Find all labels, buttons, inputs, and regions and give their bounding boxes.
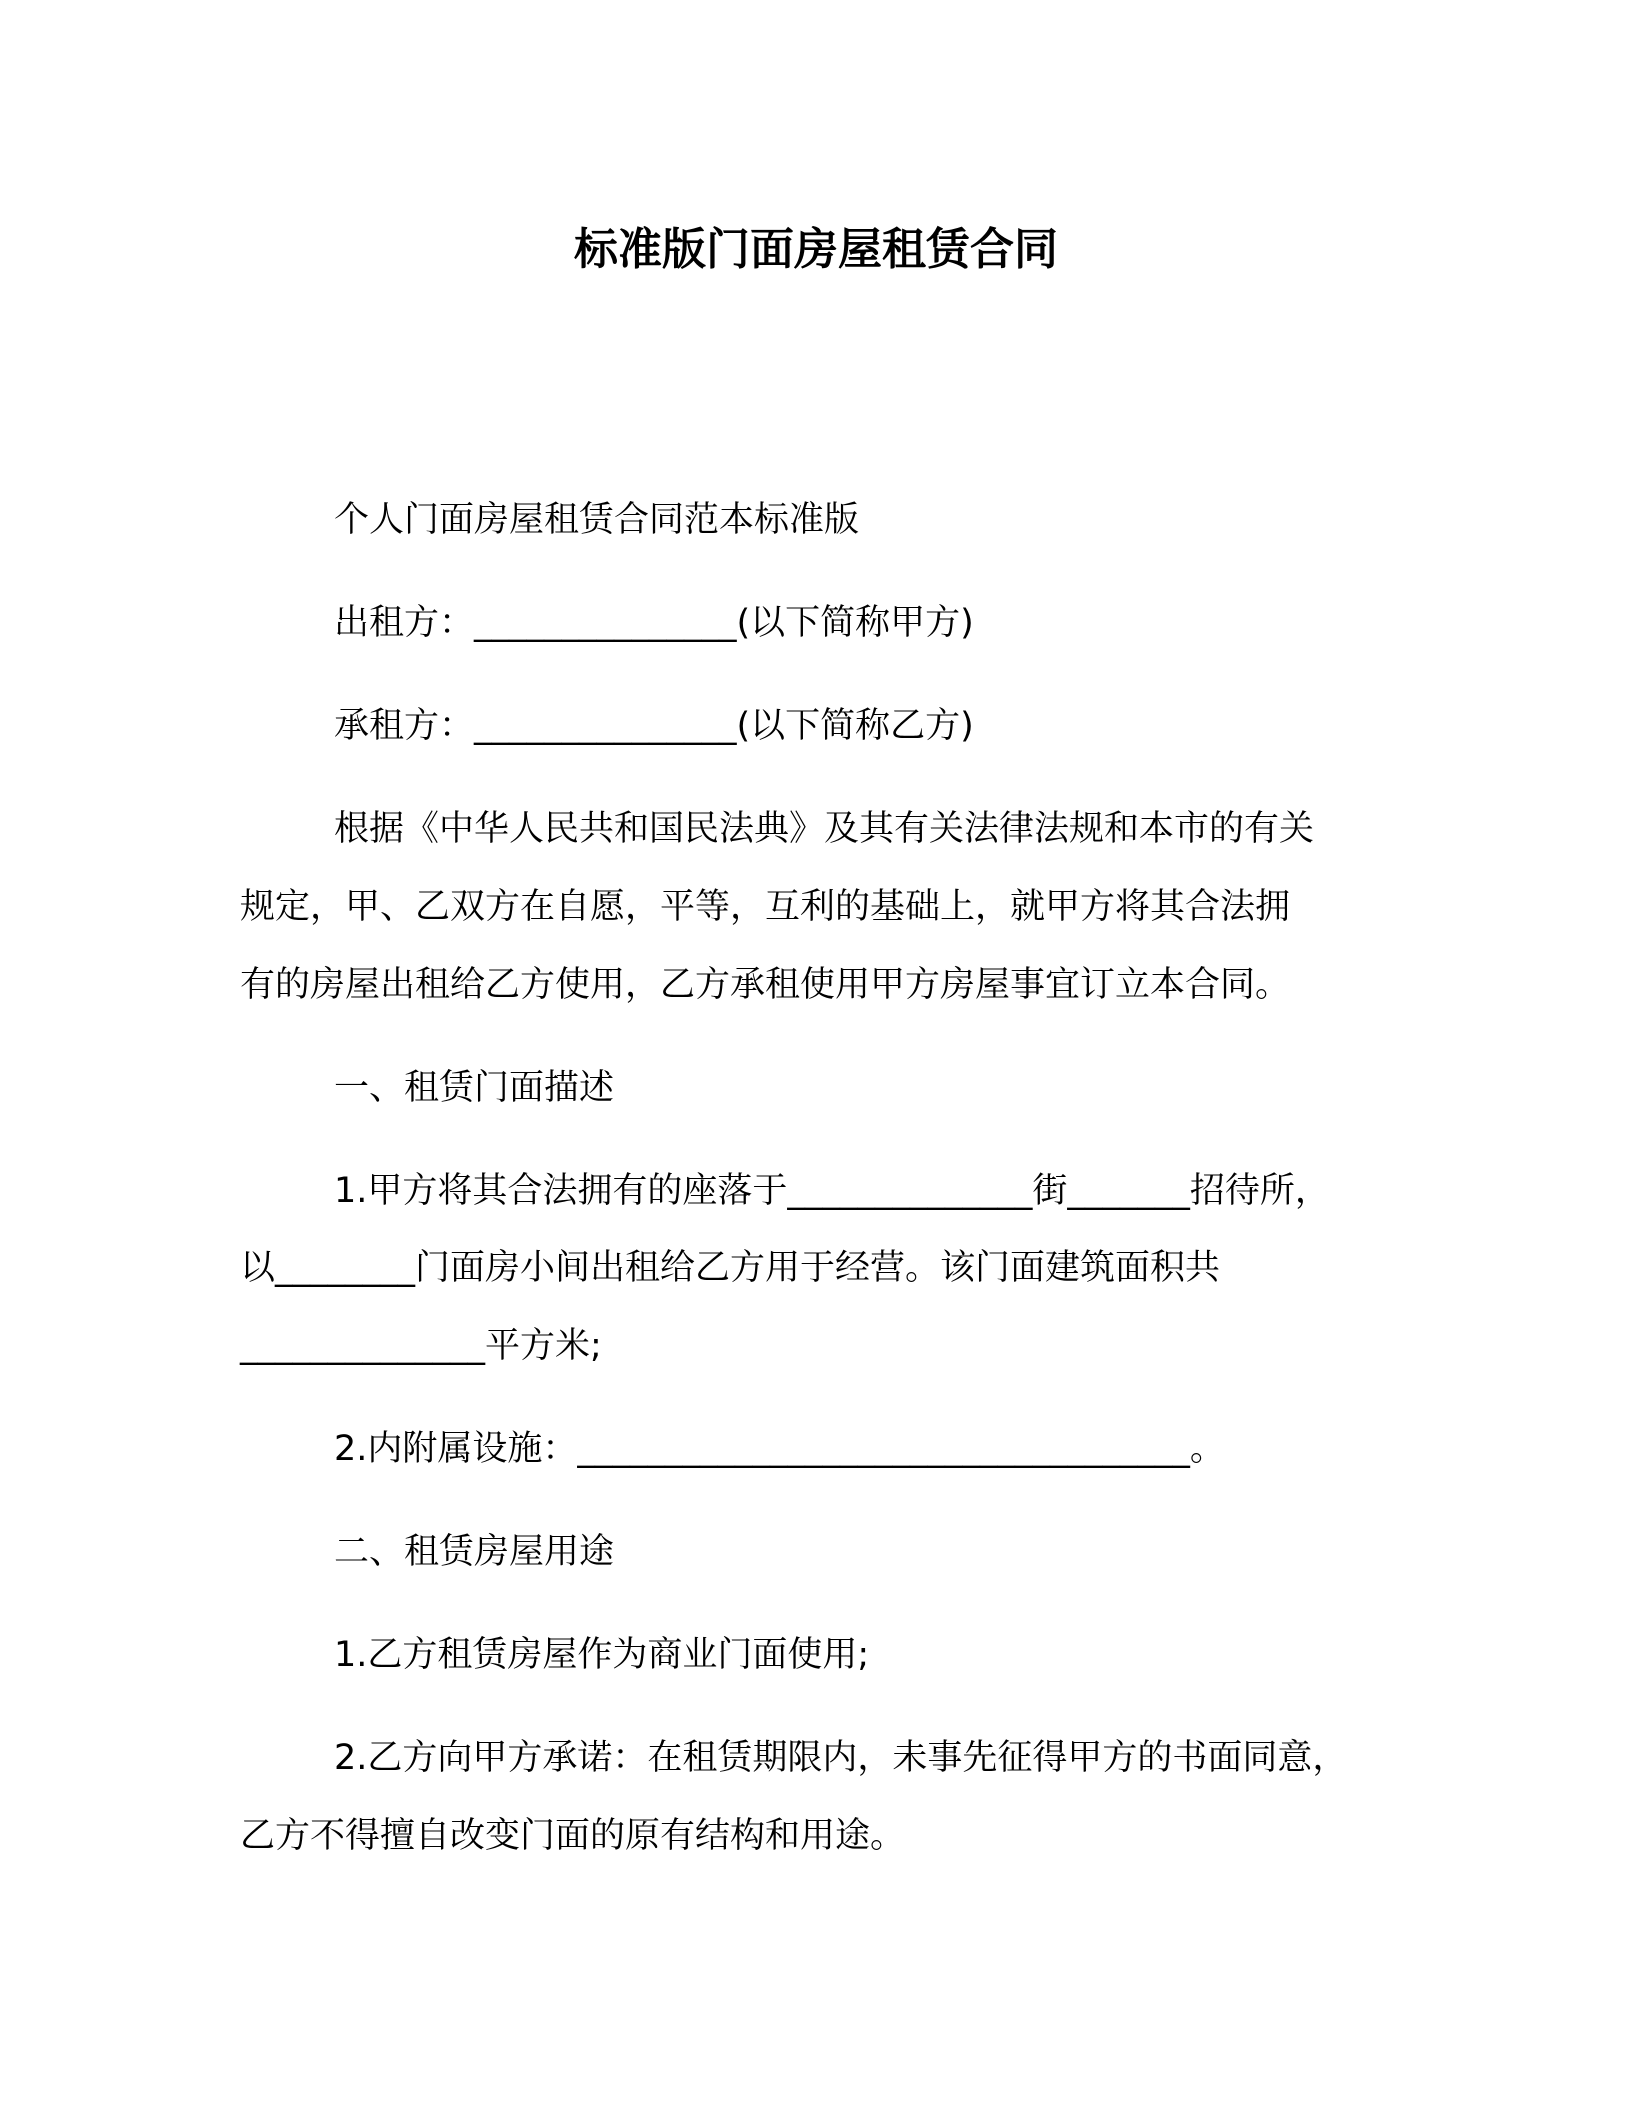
section-1-item-1-line-2: 以________门面房小间出租给乙方用于经营。该门面建筑面积共	[240, 1248, 1221, 1288]
subtitle: 个人门面房屋租赁合同范本标准版	[334, 500, 860, 540]
document-title: 标准版门面房屋租赁合同	[574, 224, 1058, 275]
section-1-item-2: 2.内附属设施：___________________________________。	[334, 1429, 1225, 1469]
section-2-item-2-line-2: 乙方不得擅自改变门面的原有结构和用途。	[240, 1816, 906, 1856]
preamble-line-3: 有的房屋出租给乙方使用，乙方承租使用甲方房屋事宜订立本合同。	[240, 965, 1291, 1005]
section-2-item-2-line-1: 2.乙方向甲方承诺：在租赁期限内，未事先征得甲方的书面同意，	[334, 1738, 1348, 1778]
lessor-line: 出租方：_______________(以下简称甲方)	[334, 603, 974, 643]
section-1-item-1-line-1: 1.甲方将其合法拥有的座落于______________街_______招待所，	[334, 1171, 1330, 1211]
lessee-line: 承租方：_______________(以下简称乙方)	[334, 706, 974, 746]
preamble-line-1: 根据《中华人民共和国民法典》及其有关法律法规和本市的有关	[334, 809, 1315, 849]
section-2-item-1: 1.乙方租赁房屋作为商业门面使用;	[334, 1635, 870, 1675]
section-2-heading: 二、租赁房屋用途	[334, 1532, 615, 1572]
preamble-line-2: 规定，甲、乙双方在自愿，平等，互利的基础上，就甲方将其合法拥	[240, 887, 1291, 927]
section-1-item-1-line-3: ______________平方米;	[240, 1326, 602, 1366]
section-1-heading: 一、租赁门面描述	[334, 1068, 615, 1108]
